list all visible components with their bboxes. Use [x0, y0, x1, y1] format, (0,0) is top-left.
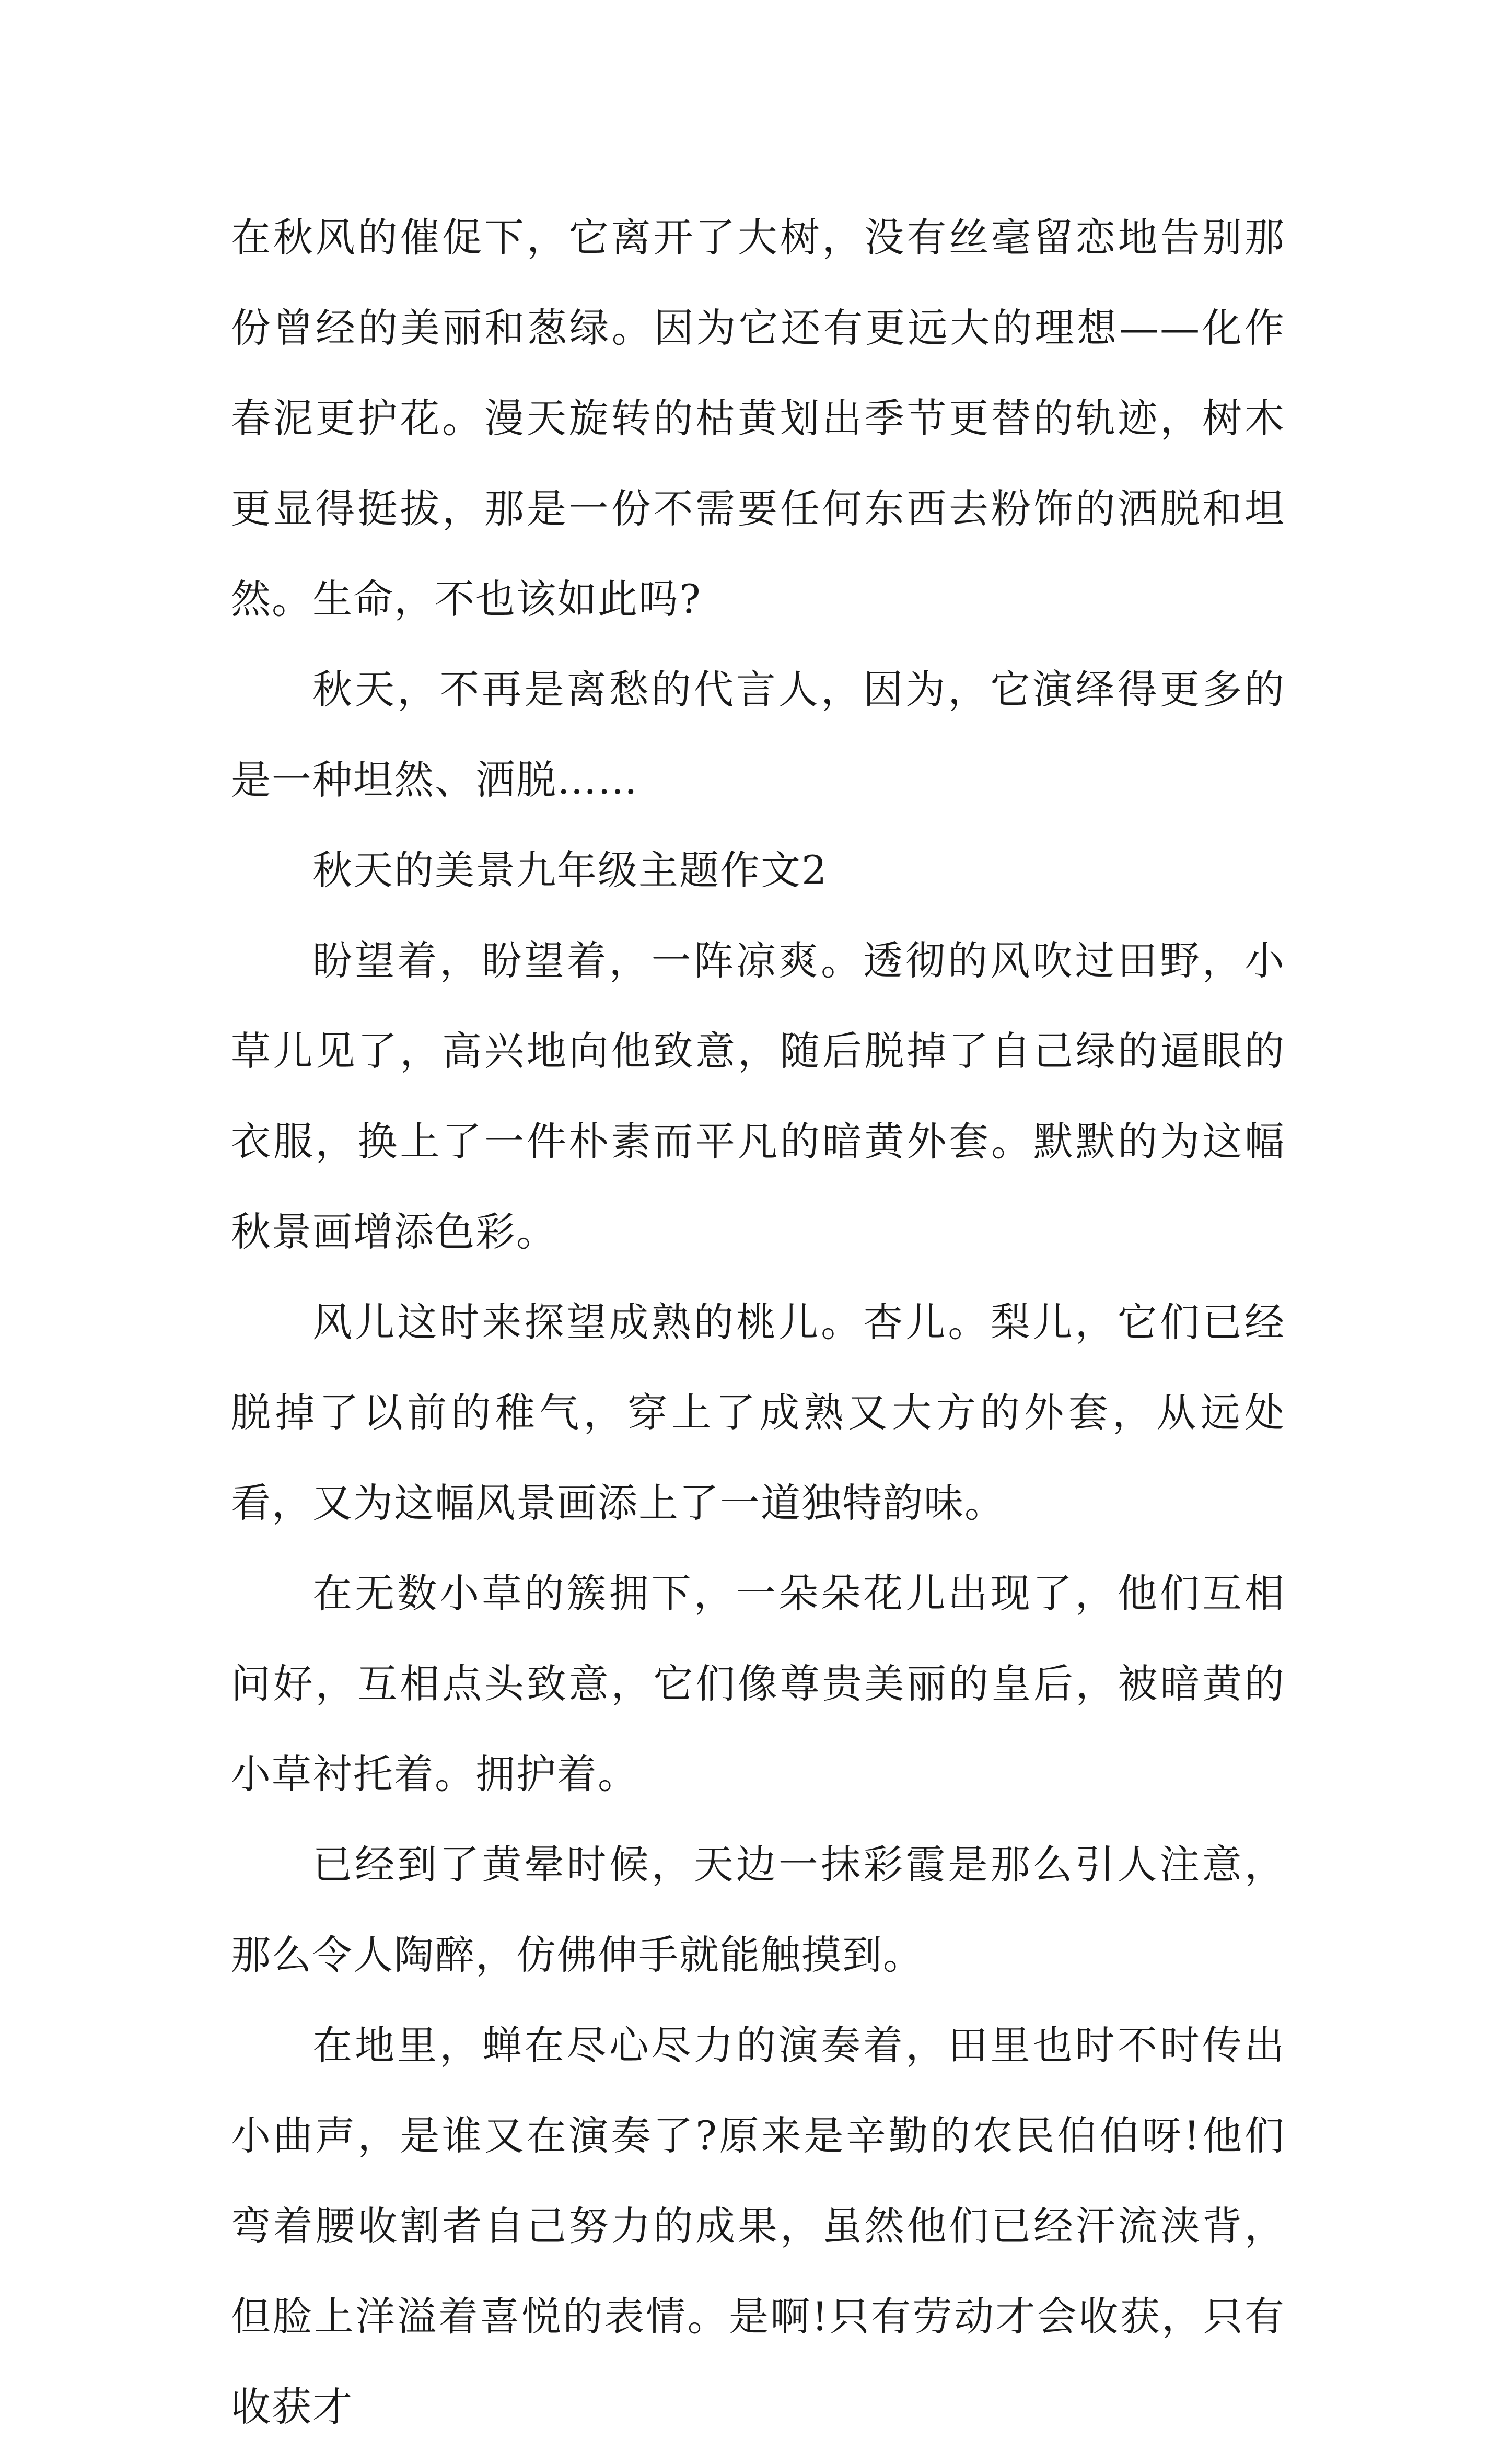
document-body	[231, 192, 1285, 2452]
paragraph: 在地里，蝉在尽心尽力的演奏着，田里也时不时传出小曲声，是谁又在演奏了?原来是辛勤的农民伯伯呀!他们弯着腰收割者自己努力的成果，虽然他们已经汗流浃背，但脸上洋溢着喜悦的表情。是啊!只有劳动才会收获，只有收获才	[231, 2022, 1285, 2430]
paragraph: 风儿这时来探望成熟的桃儿。杏儿。梨儿，它们已经脱掉了以前的稚气，穿上了成熟又大方的外套，从远处看，又为这幅风景画添上了一道独特韵味。	[231, 1299, 1285, 1526]
paragraph: 在秋风的催促下，它离开了大树，没有丝毫留恋地告别那份曾经的美丽和葱绿。因为它还有更远大的理想——化作春泥更护花。漫天旋转的枯黄划出季节更替的轨迹，树木更显得挺拔，那是一份不需要任何东西去粉饰的洒脱和坦然。生命，不也该如此吗?	[231, 214, 1285, 622]
paragraph: 盼望着，盼望着，一阵凉爽。透彻的风吹过田野，小草儿见了，高兴地向他致意，随后脱掉了自己绿的逼眼的衣服，换上了一件朴素而平凡的暗黄外套。默默的为这幅秋景画增添色彩。	[231, 937, 1285, 1255]
section-heading: 秋天的美景九年级主题作文2	[312, 847, 828, 893]
paragraph: 在无数小草的簇拥下，一朵朵花儿出现了，他们互相问好，互相点头致意，它们像尊贵美丽的皇后，被暗黄的小草衬托着。拥护着。	[231, 1570, 1285, 1797]
paragraph: 已经到了黄晕时候，天边一抹彩霞是那么引人注意，那么令人陶醉，仿佛伸手就能触摸到。	[231, 1841, 1285, 1978]
paragraph: 秋天，不再是离愁的代言人，因为，它演绎得更多的是一种坦然、洒脱……	[231, 666, 1285, 803]
